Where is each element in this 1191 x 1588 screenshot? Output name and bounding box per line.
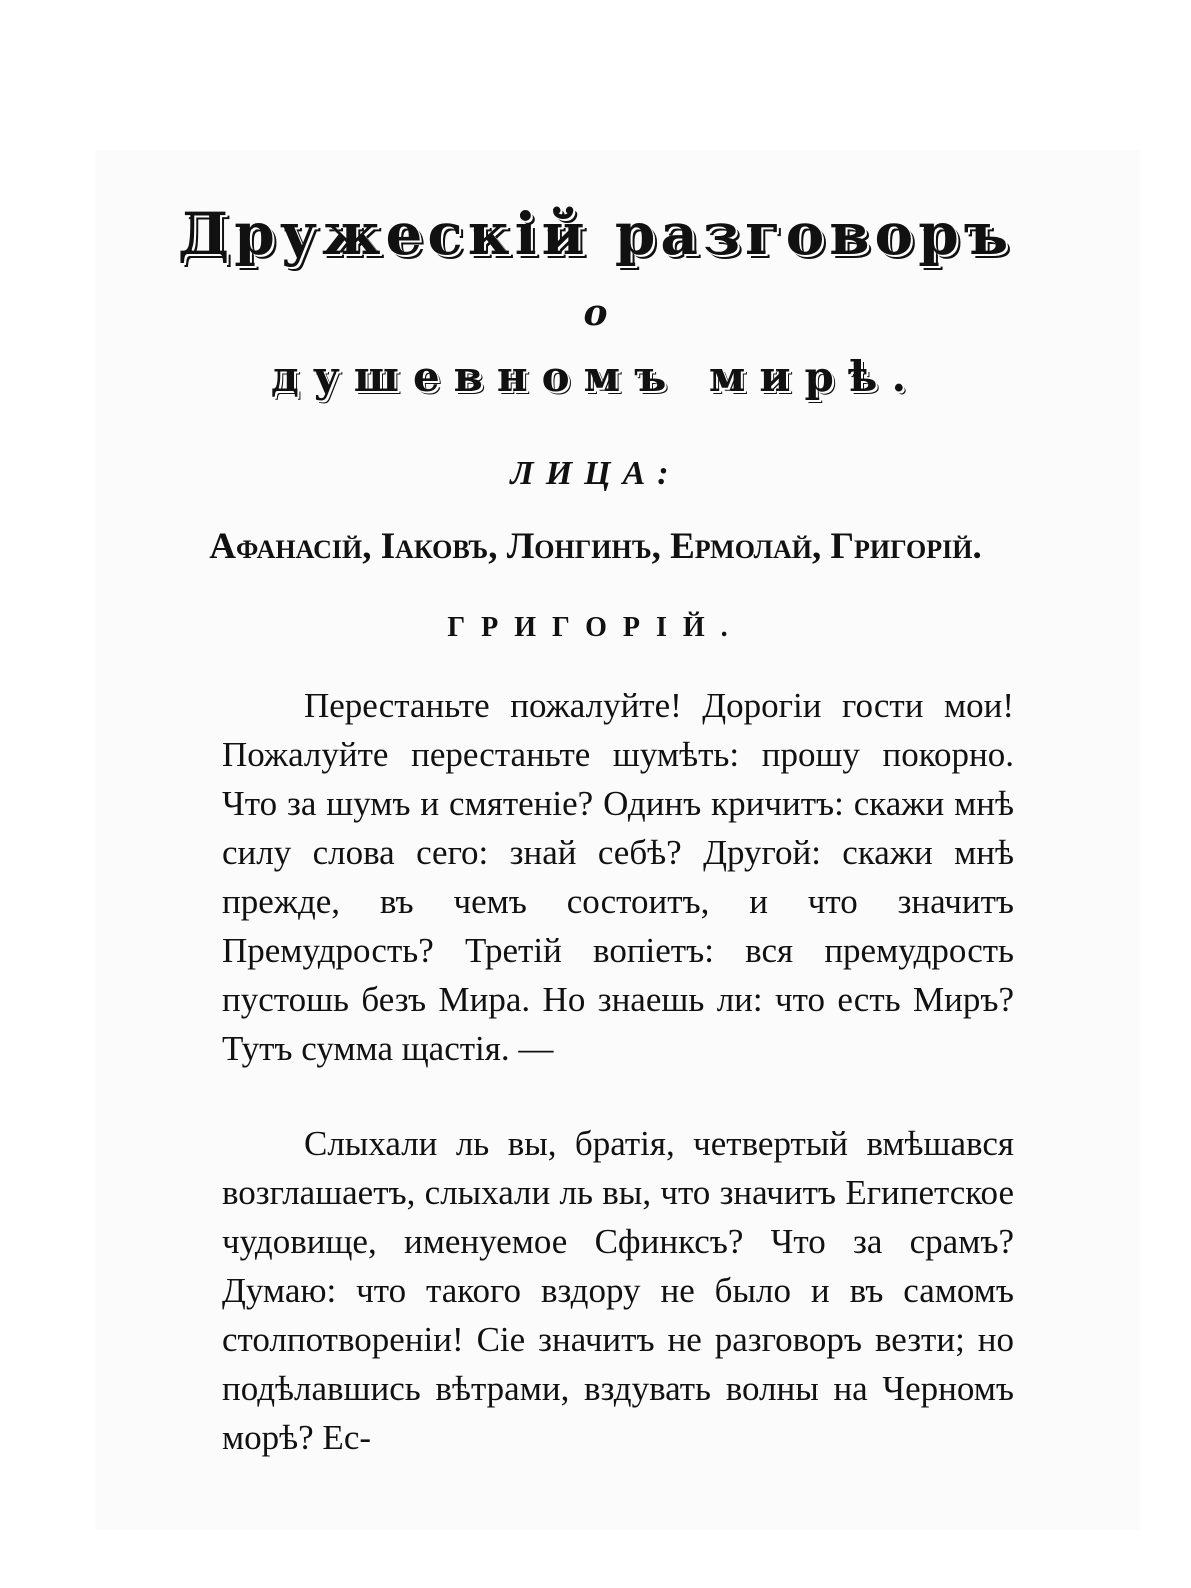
title-conjunction: о xyxy=(583,292,608,334)
speaker-name: ГРИГОРІЙ. xyxy=(447,612,744,643)
document-subtitle: душевномъ мирѣ. xyxy=(270,352,921,401)
persons-list: Афанасій, Іаковъ, Лонгинъ, Ермолай, Григорій. xyxy=(209,526,982,567)
persons-heading: ЛИЦА: xyxy=(510,455,681,492)
paragraph: Слыхали ль вы, братія, четвертый вмѣшався возглашаетъ, слыхали ль вы, что значитъ Египетское чудовище, именуемое Сфинксъ? Что за срамъ? Думаю: что такого вздору не было и въ самомъ столпотвореніи! Сіе значитъ не разговоръ везти; но подѣлавшись вѣтрами, вздувать волны на Черномъ морѣ? Ес- xyxy=(222,1124,1014,1457)
paragraph: Перестаньте пожалуйте! Дорогіи гости мои! Пожалуйте перестаньте шумѣть: прошу покорно. Что за шумъ и смятеніе? Одинъ кричитъ: скажи мнѣ силу слова сего: знай себѣ? Другой: скажи мнѣ прежде, въ чемъ состоитъ, и что значитъ Премудрость? Третій вопіетъ: вся премудрость пустошь безъ Мира. Но знаешь ли: что есть Миръ? Тутъ сумма щастія. — xyxy=(222,686,1014,1068)
document-title: Дружескій разговоръ xyxy=(177,200,1014,268)
